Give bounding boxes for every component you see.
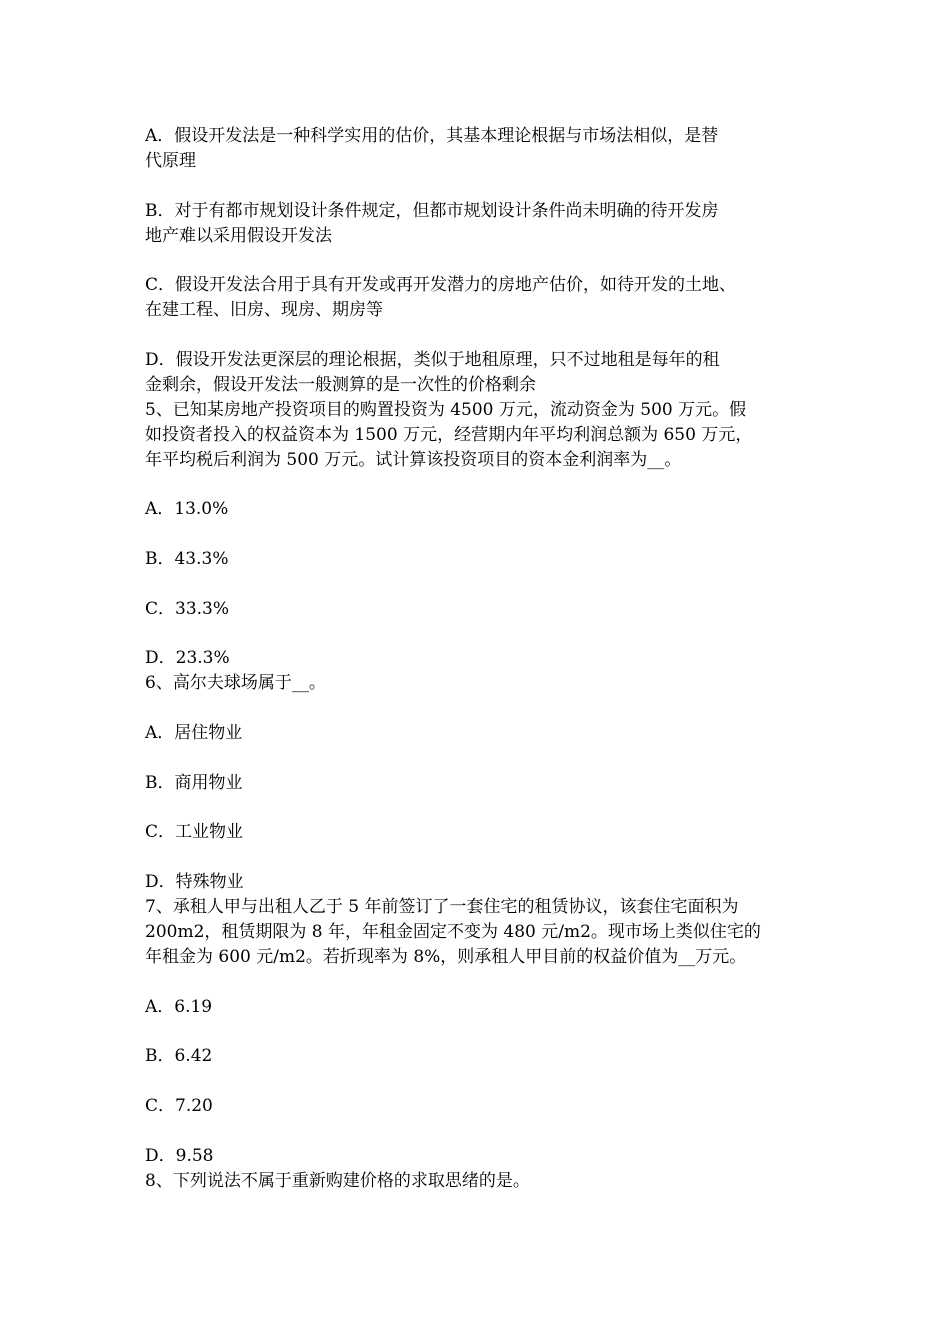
- question-text: 7、承租人甲与出租人乙于 5 年前签订了一套住宅的租赁协议，该套住宅面积为: [145, 897, 739, 917]
- option-text: D．特殊物业: [145, 872, 244, 892]
- option-text: A．13.0%: [145, 499, 229, 519]
- option-text: 代原理: [145, 151, 196, 171]
- option-text: C．假设开发法合用于具有开发或再开发潜力的房地产估价，如待开发的土地、: [145, 275, 737, 295]
- option-text: B．商用物业: [145, 773, 243, 793]
- question-text: 200m2，租赁期限为 8 年，年租金固定不变为 480 元/m2。现市场上类似住宅的: [145, 922, 761, 942]
- question-text: 6、高尔夫球场属于__。: [145, 673, 326, 693]
- option-text: 地产难以采用假设开发法: [145, 226, 332, 246]
- option-text: D．9.58: [145, 1146, 214, 1166]
- option-text: A．假设开发法是一种科学实用的估价，其基本理论根据与市场法相似，是替: [145, 126, 719, 146]
- option-text: C．工业物业: [145, 822, 244, 842]
- option-text: A．居住物业: [145, 723, 243, 743]
- option-text: D．23.3%: [145, 648, 230, 668]
- option-text: 在建工程、旧房、现房、期房等: [145, 300, 383, 320]
- option-text: D．假设开发法更深层的理论根据，类似于地租原理，只不过地租是每年的租: [145, 350, 720, 370]
- option-text: C．7.20: [145, 1096, 213, 1116]
- option-text: 金剩余，假设开发法一般测算的是一次性的价格剩余: [145, 375, 536, 395]
- question-text: 年租金为 600 元/m2。若折现率为 8%，则承租人甲目前的权益价值为__万元。: [145, 947, 747, 967]
- option-text: B．6.42: [145, 1046, 213, 1066]
- question-text: 年平均税后利润为 500 万元。试计算该投资项目的资本金利润率为__。: [145, 450, 682, 470]
- option-text: C．33.3%: [145, 599, 230, 619]
- option-text: A．6.19: [145, 997, 213, 1017]
- option-text: B．43.3%: [145, 549, 229, 569]
- question-text: 如投资者投入的权益资本为 1500 万元，经营期内年平均利润总额为 650 万元，: [145, 425, 753, 445]
- question-text: 8、下列说法不属于重新购建价格的求取思绪的是。: [145, 1171, 530, 1191]
- question-text: 5、已知某房地产投资项目的购置投资为 4500 万元，流动资金为 500 万元。假: [145, 400, 747, 420]
- option-text: B．对于有都市规划设计条件规定，但都市规划设计条件尚未明确的待开发房: [145, 201, 719, 221]
